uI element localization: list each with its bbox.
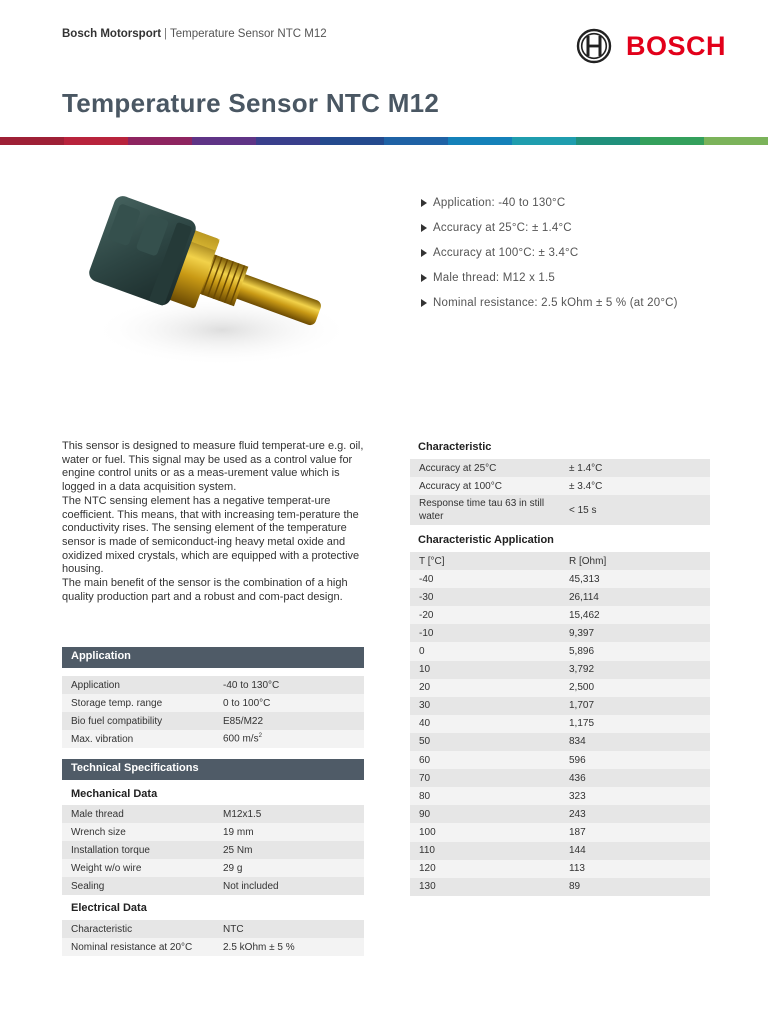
row-label: Accuracy at 100°C <box>410 477 560 495</box>
bullet-triangle-icon <box>421 224 427 232</box>
color-band-segment <box>384 137 448 145</box>
page-title: Temperature Sensor NTC M12 <box>62 88 440 118</box>
breadcrumb-separator: | <box>164 28 168 40</box>
temperature-value: 120 <box>410 860 560 878</box>
row-label: Installation torque <box>62 841 214 859</box>
table-row <box>410 624 710 642</box>
table-row <box>62 676 364 694</box>
mechanical-data-table <box>62 805 364 895</box>
row-value: ± 1.4°C <box>560 459 710 477</box>
row-label: Weight w/o wire <box>62 859 214 877</box>
color-band-segment <box>320 137 384 145</box>
table-row <box>62 920 364 938</box>
row-value: ± 3.4°C <box>560 477 710 495</box>
resistance-value: 15,462 <box>560 606 710 624</box>
temperature-value: -20 <box>410 606 560 624</box>
electrical-data-table <box>62 920 364 956</box>
table-row <box>62 805 364 823</box>
product-photo <box>62 180 362 392</box>
table-row <box>62 841 364 859</box>
resistance-value: 2,500 <box>560 679 710 697</box>
product-description <box>62 440 366 604</box>
feature-text: Accuracy at 100°C: ± 3.4°C <box>433 247 579 259</box>
row-value: -40 to 130°C <box>214 676 364 694</box>
feature-text: Male thread: M12 x 1.5 <box>433 272 556 284</box>
table-row <box>410 606 710 624</box>
row-label: Wrench size <box>62 823 214 841</box>
bullet-triangle-icon <box>421 249 427 257</box>
color-band-segment <box>704 137 768 145</box>
table-row <box>410 661 710 679</box>
resistance-value: 436 <box>560 769 710 787</box>
table-row <box>410 878 710 896</box>
feature-text: Nominal resistance: 2.5 kOhm ± 5 % (at 20°C) <box>433 297 678 309</box>
technical-specs-section-header: Technical Specifications <box>62 759 364 780</box>
row-value: E85/M22 <box>214 712 364 730</box>
feature-item <box>421 247 678 272</box>
color-band-segment <box>256 137 320 145</box>
resistance-value: 323 <box>560 787 710 805</box>
feature-item <box>421 297 678 322</box>
resistance-value: 243 <box>560 805 710 823</box>
table-row <box>410 823 710 841</box>
color-band-segment <box>64 137 128 145</box>
color-band-segment <box>512 137 576 145</box>
table-row <box>410 459 710 477</box>
row-value: Not included <box>214 877 364 895</box>
resistance-value: 596 <box>560 751 710 769</box>
table-row <box>410 751 710 769</box>
row-value: 0 to 100°C <box>214 694 364 712</box>
row-value: 25 Nm <box>214 841 364 859</box>
application-section-header: Application <box>62 647 364 668</box>
row-value: NTC <box>214 920 364 938</box>
row-value: < 15 s <box>560 495 710 525</box>
table-row <box>62 938 364 956</box>
table-row <box>410 697 710 715</box>
color-band-segment <box>576 137 640 145</box>
temperature-value: 60 <box>410 751 560 769</box>
temperature-value: 20 <box>410 679 560 697</box>
breadcrumb-brand[interactable]: Bosch Motorsport <box>62 28 162 40</box>
feature-text: Application: -40 to 130°C <box>433 197 566 209</box>
table-row <box>410 842 710 860</box>
resistance-value: 113 <box>560 860 710 878</box>
resistance-value: 834 <box>560 733 710 751</box>
feature-list <box>421 197 678 322</box>
description-paragraph: The NTC sensing element has a negative temperat-ure coefficient. This means, that with increasing tem-perature the conductivity rises. The sensing element of the temperature sensor is made of semiconduct-ing heavy metal oxide and oxidized mixed crystals, which are equipped with a protective housing. <box>62 494 360 576</box>
temperature-value: 80 <box>410 787 560 805</box>
row-value: M12x1.5 <box>214 805 364 823</box>
row-label: Application <box>62 676 214 694</box>
row-label: Response time tau 63 in still water <box>410 495 560 525</box>
temperature-value: 130 <box>410 878 560 896</box>
temperature-value: 30 <box>410 697 560 715</box>
temperature-value: 0 <box>410 642 560 660</box>
breadcrumb <box>62 28 327 40</box>
row-label: Nominal resistance at 20°C <box>62 938 214 956</box>
row-label: Characteristic <box>62 920 214 938</box>
characteristic-heading: Characteristic <box>418 441 492 453</box>
row-label: Max. vibration <box>62 730 214 748</box>
temperature-value: -10 <box>410 624 560 642</box>
table-row <box>410 642 710 660</box>
resistance-value: 9,397 <box>560 624 710 642</box>
bullet-triangle-icon <box>421 274 427 282</box>
application-table <box>62 676 364 748</box>
color-band <box>0 137 768 145</box>
temperature-value: 110 <box>410 842 560 860</box>
resistance-value: 45,313 <box>560 570 710 588</box>
temperature-value: -30 <box>410 588 560 606</box>
characteristic-table <box>410 459 710 525</box>
temperature-value: 40 <box>410 715 560 733</box>
row-value: 2.5 kOhm ± 5 % <box>214 938 364 956</box>
feature-item <box>421 222 678 247</box>
table-row <box>62 730 364 748</box>
characteristic-application-table <box>410 552 710 896</box>
color-band-segment <box>640 137 704 145</box>
table-row <box>62 712 364 730</box>
table-row <box>410 805 710 823</box>
resistance-value: 1,175 <box>560 715 710 733</box>
table-row <box>410 787 710 805</box>
feature-item <box>421 197 678 222</box>
breadcrumb-title: Temperature Sensor NTC M12 <box>170 28 327 40</box>
temperature-value: -40 <box>410 570 560 588</box>
color-band-segment <box>128 137 192 145</box>
bullet-triangle-icon <box>421 199 427 207</box>
table-row <box>410 477 710 495</box>
temperature-column-header: T [°C] <box>410 552 560 570</box>
resistance-value: 187 <box>560 823 710 841</box>
row-label: Sealing <box>62 877 214 895</box>
color-band-segment <box>448 137 512 145</box>
resistance-value: 89 <box>560 878 710 896</box>
table-row <box>62 877 364 895</box>
temperature-value: 100 <box>410 823 560 841</box>
resistance-value: 26,114 <box>560 588 710 606</box>
table-row <box>410 588 710 606</box>
description-paragraph: The main benefit of the sensor is the combination of a high quality production part and a robust and com-pact design. <box>62 577 348 603</box>
color-band-segment <box>0 137 64 145</box>
vibration-unit-superscript: 2 <box>258 733 262 740</box>
feature-item <box>421 272 678 297</box>
description-paragraph: This sensor is designed to measure fluid temperat-ure e.g. oil, water or fuel. This signal may be used as a control value for engine control units or as a meas-urement value which is logged in a data acquisition system. <box>62 440 364 494</box>
electrical-data-heading: Electrical Data <box>71 902 147 914</box>
row-label: Storage temp. range <box>62 694 214 712</box>
table-row <box>62 694 364 712</box>
table-row <box>410 679 710 697</box>
feature-text: Accuracy at 25°C: ± 1.4°C <box>433 222 572 234</box>
table-row <box>410 733 710 751</box>
row-value: 29 g <box>214 859 364 877</box>
table-row <box>62 859 364 877</box>
logo-wordmark: BOSCH <box>626 30 727 61</box>
row-label: Bio fuel compatibility <box>62 712 214 730</box>
temperature-value: 90 <box>410 805 560 823</box>
bosch-armature-icon <box>576 28 612 64</box>
table-header-row <box>410 552 710 570</box>
temperature-value: 50 <box>410 733 560 751</box>
temperature-value: 10 <box>410 661 560 679</box>
mechanical-data-heading: Mechanical Data <box>71 788 158 800</box>
resistance-value: 3,792 <box>560 661 710 679</box>
table-row <box>410 769 710 787</box>
color-band-segment <box>192 137 256 145</box>
characteristic-application-heading: Characteristic Application <box>418 534 554 546</box>
row-value: 600 $m/s^2$ <box>214 730 364 748</box>
table-row <box>410 715 710 733</box>
bullet-triangle-icon <box>421 299 427 307</box>
resistance-value: 5,896 <box>560 642 710 660</box>
table-row <box>410 495 710 525</box>
table-row <box>410 860 710 878</box>
row-value: 19 mm <box>214 823 364 841</box>
resistance-column-header: R [Ohm] <box>560 552 710 570</box>
bosch-logo[interactable] <box>576 28 726 64</box>
table-row <box>62 823 364 841</box>
row-label: Male thread <box>62 805 214 823</box>
resistance-value: 144 <box>560 842 710 860</box>
row-label: Accuracy at 25°C <box>410 459 560 477</box>
resistance-value: 1,707 <box>560 697 710 715</box>
table-row <box>410 570 710 588</box>
temperature-value: 70 <box>410 769 560 787</box>
